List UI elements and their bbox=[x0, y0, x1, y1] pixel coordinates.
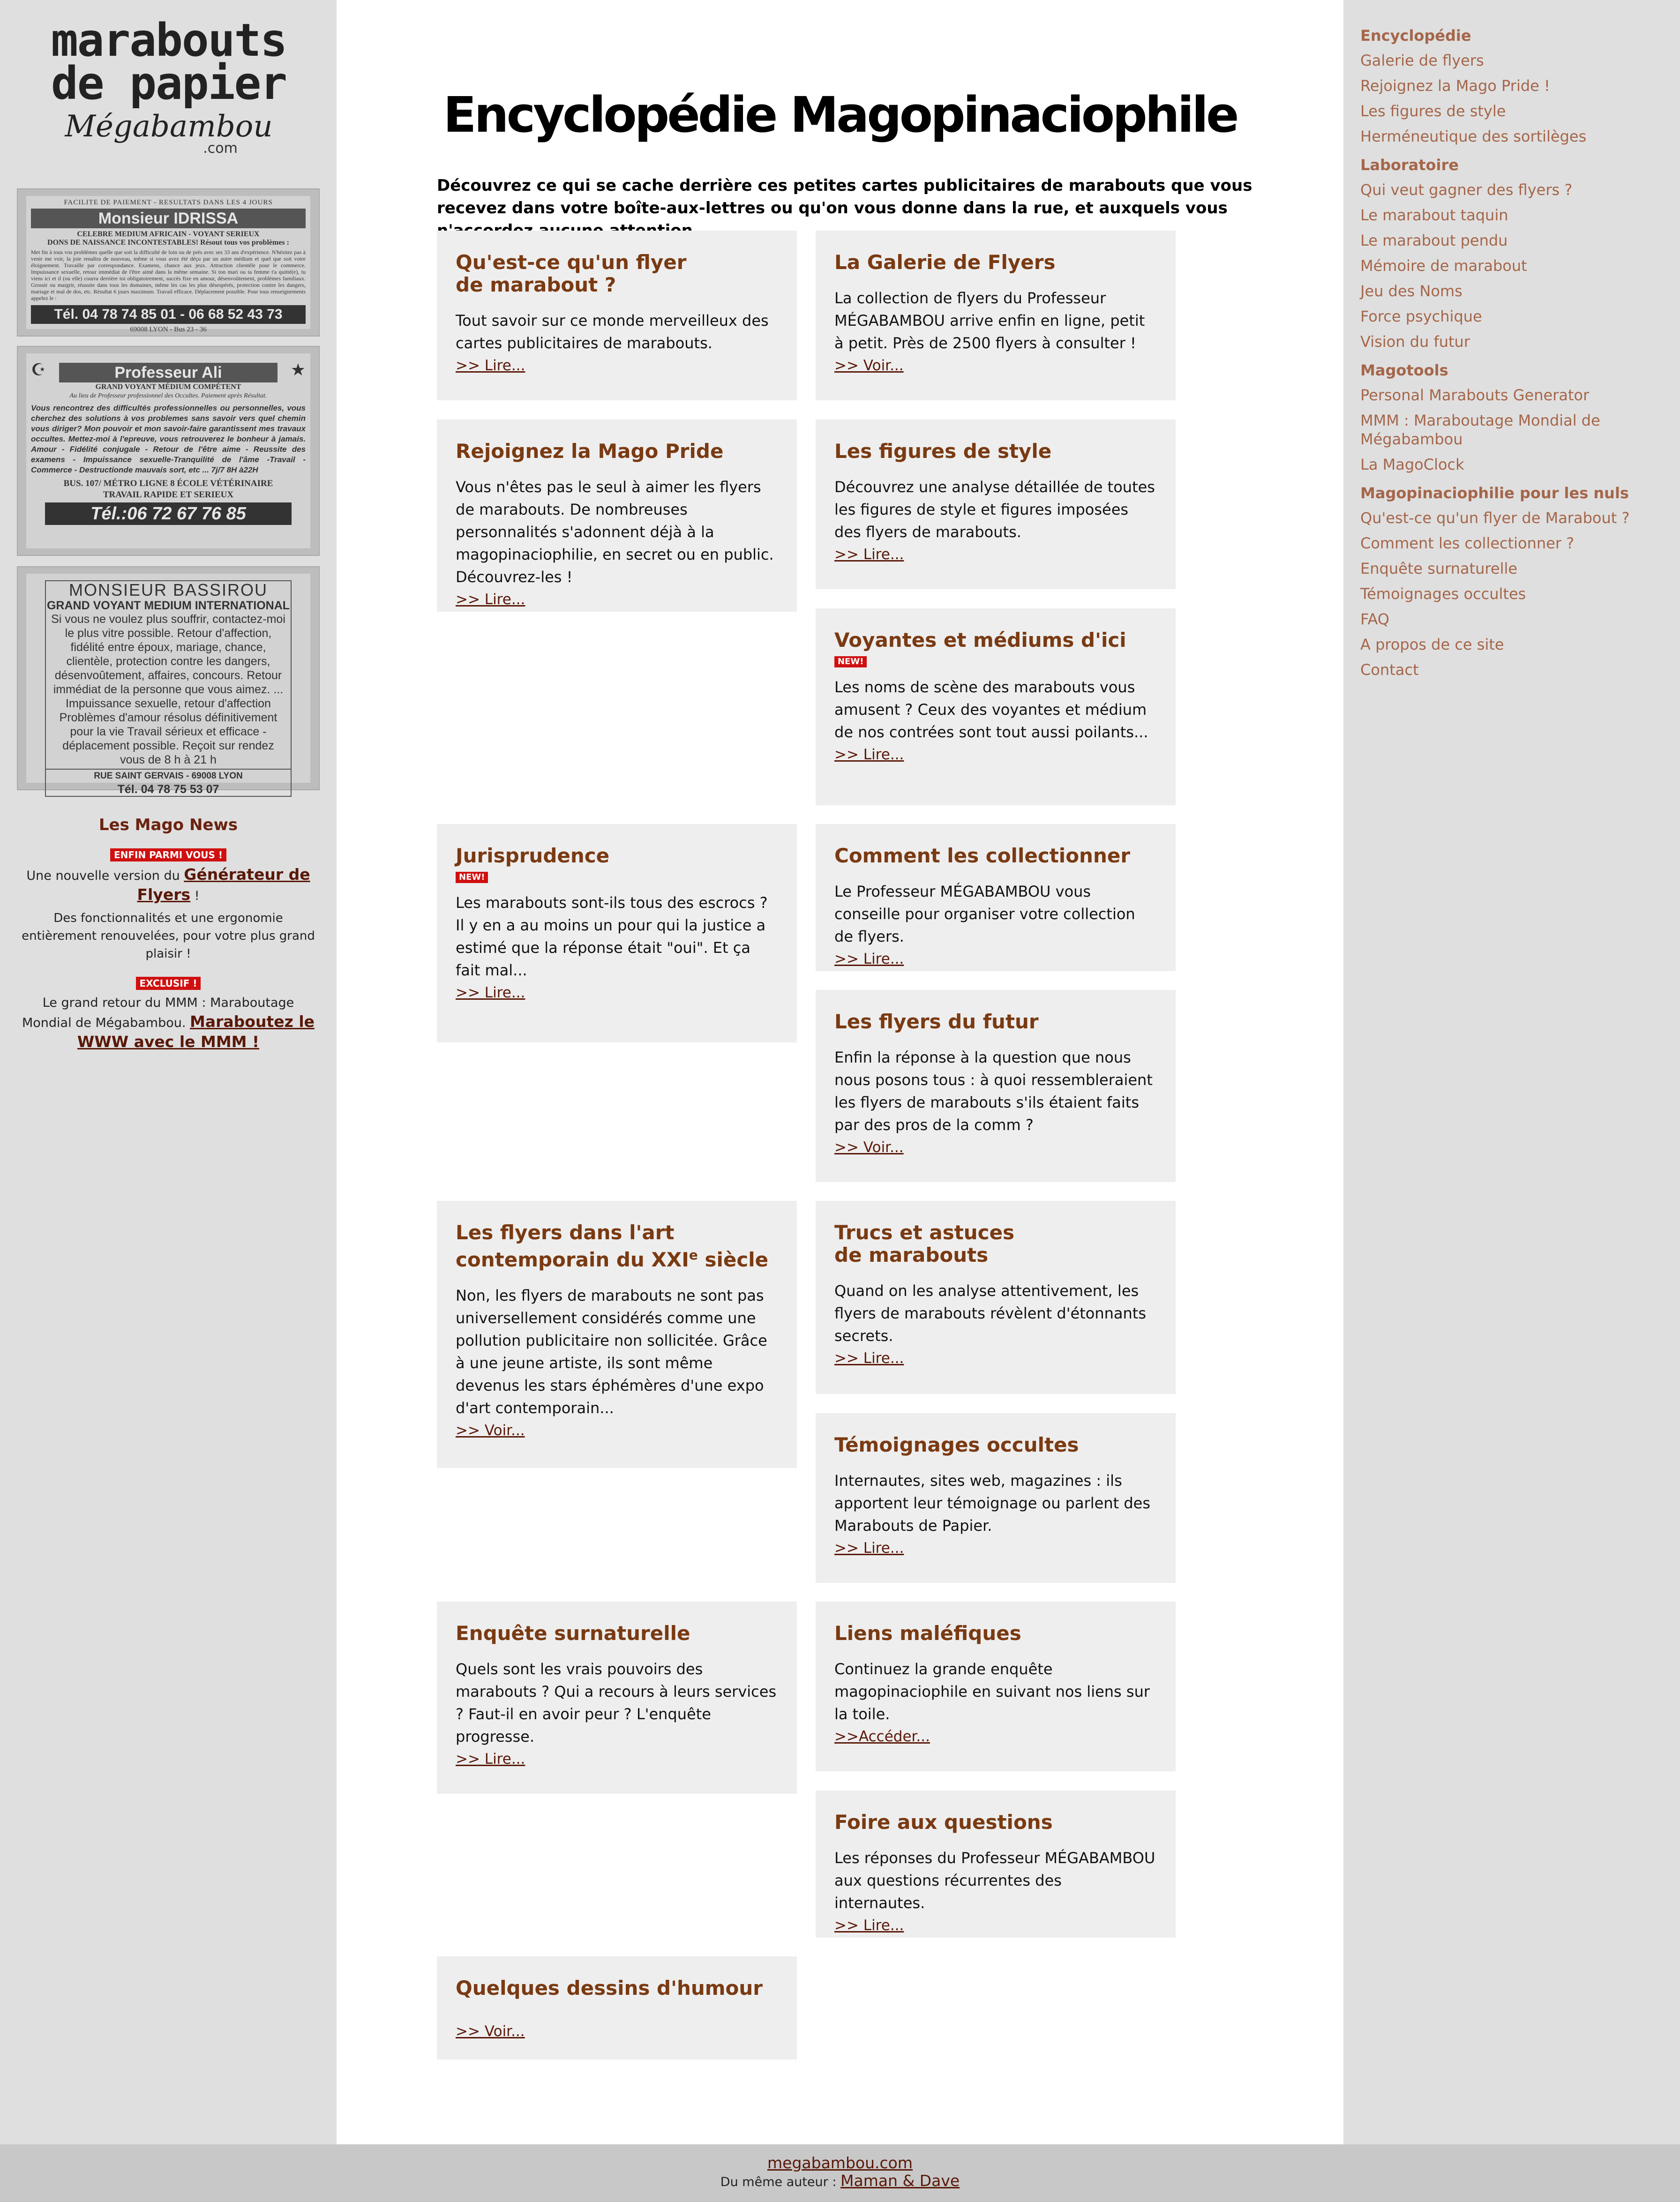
flyer-phone: Tél.:06 72 67 76 85 bbox=[45, 502, 292, 525]
card-title: La Galerie de Flyers bbox=[834, 251, 1056, 274]
crescent-icon: ☪ bbox=[31, 360, 46, 379]
flyer-body: Met fin à tous vos problèmes quelle que soit la difficulté de loin ou de près avec ses 33 ans d'expérience. N'hésitez pas à venir me voir, la joie renaîtra de nouveau, même si vous avez été déçu par un autre médium et quel que soit votre éloignement. Travaille par correspondance. Examens, chance aux jeux. Attraction clientèle pour le commerce. Impuissance sexuelle, retour immédiat de l'être aimé dans la même semaine. Si ton mari ou ta femme t'a quitté(e), tu viens ici et il (ou elle) courra derrière toi obligatoirement, succès fixe en amour, désenvoûtement, problèmes familiaux. Grossir ou maigrir, réussite dans tous les domaines, même les cas les plus désespérés, protection contre les dangers, mariage et mal de dos, etc. Résultat 6 jours maximum. Travail efficace. Déplacement possible. Pour tous renseignements appelez le : bbox=[31, 249, 306, 301]
card-link[interactable]: >>Accéder... bbox=[834, 1728, 930, 1745]
card-title: Les figures de style bbox=[834, 440, 1052, 463]
card-flyer-definition bbox=[437, 231, 797, 400]
logo-signature: Mégabambou bbox=[65, 109, 273, 144]
card-text: Les noms de scène des marabouts vous amusent ? Ceux des voyantes et médium de nos contrées sont tout aussi poilants... bbox=[834, 678, 1148, 741]
card-future-flyers bbox=[816, 990, 1176, 1182]
card-title: Quelques dessins d'humour bbox=[456, 1977, 763, 2000]
flyer-image-bassirou[interactable] bbox=[17, 566, 320, 796]
nav-item-force-psychique[interactable]: Force psychique bbox=[1360, 307, 1482, 325]
page-footer bbox=[0, 2144, 1680, 2202]
card-links bbox=[816, 1602, 1176, 1771]
card-link[interactable]: >> Lire... bbox=[834, 951, 904, 967]
flyer-subtitle: GRAND VOYANT MÉDIUM COMPÉTENT bbox=[95, 383, 241, 391]
card-link[interactable]: >> Lire... bbox=[834, 546, 904, 563]
card-title: Jurisprudence bbox=[456, 844, 610, 867]
new-badge: NEW! bbox=[834, 656, 867, 667]
card-title-sup: e bbox=[689, 1247, 698, 1263]
nav-item-vision-futur[interactable]: Vision du futur bbox=[1360, 333, 1470, 351]
card-jurisprudence bbox=[437, 824, 797, 1042]
mago-news bbox=[17, 816, 320, 1053]
mmm-link[interactable]: Maraboutez le WWW avec le MMM ! bbox=[77, 1012, 315, 1051]
card-text: Les marabouts sont-ils tous des escrocs ? Il y en a au moins un pour qui la justice a estimé que la réponse était "oui". Et ça fait mal... bbox=[456, 894, 768, 979]
flyer-image-idrissa[interactable] bbox=[17, 188, 320, 337]
flyer-name: Monsieur IDRISSA bbox=[31, 209, 306, 228]
card-contemporary-art bbox=[437, 1201, 797, 1468]
card-humour-drawings bbox=[437, 1956, 797, 2060]
card-link[interactable]: >> Lire... bbox=[456, 1751, 525, 1768]
flyer-phone: Tél. 04 78 74 85 01 - 06 68 52 43 73 bbox=[31, 305, 306, 324]
left-sidebar bbox=[0, 0, 337, 2144]
flyer-subtitle-2: DONS DE NAISSANCE INCONTESTABLES! Résout tous vos problèmes : bbox=[47, 239, 289, 247]
card-text: Continuez la grande enquête magopinaciophile en suivant nos liens sur la toile. bbox=[834, 1660, 1150, 1723]
nav-item-hermeneutique[interactable]: Herméneutique des sortilèges bbox=[1360, 127, 1587, 145]
card-faq bbox=[816, 1790, 1176, 1938]
card-style-figures bbox=[816, 419, 1176, 589]
nav-item-mmm[interactable]: MMM : Maraboutage Mondial de Mégabambou bbox=[1360, 412, 1600, 448]
card-text: Non, les flyers de marabouts ne sont pas universellement considérés comme une pollution publicitaire non sollicitée. Grâce à une jeune artiste, ils sont même devenus les stars éphémères d'une expo d'art contemporain... bbox=[456, 1287, 767, 1417]
nav-item-quest-ce[interactable]: Qu'est-ce qu'un flyer de Marabout ? bbox=[1360, 509, 1630, 527]
nav-item-marabout-pendu[interactable]: Le marabout pendu bbox=[1360, 232, 1508, 249]
news-text: Une nouvelle version du bbox=[26, 869, 180, 883]
nav-item-collectionner[interactable]: Comment les collectionner ? bbox=[1360, 534, 1575, 552]
footer-author-label: Du même auteur : bbox=[720, 2175, 837, 2189]
logo-line-1: marabouts bbox=[51, 14, 287, 67]
card-link[interactable]: >> Lire... bbox=[834, 746, 904, 763]
card-text: Enfin la réponse à la question que nous nous posons tous : à quoi ressembleraient les flyers de marabouts s'ils étaient faits par des pros de la comm ? bbox=[834, 1049, 1153, 1134]
nav-heading-magotools[interactable]: Magotools bbox=[1360, 361, 1448, 379]
nav-item-magoclock[interactable]: La MagoClock bbox=[1360, 456, 1464, 473]
footer-author-link[interactable]: Maman & Dave bbox=[840, 2172, 960, 2190]
card-text: Quels sont les vrais pouvoirs des marabouts ? Qui a recours à leurs services ? Faut-il en avoir peur ? L'enquête progresse. bbox=[456, 1660, 777, 1745]
card-title: Liens maléfiques bbox=[834, 1622, 1021, 1645]
flyer-body: Si vous ne voulez plus souffrir, contactez-moi le plus vitre possible. Retour d'affection, fidélité entre époux, mariage, chance, clientèle, protection contre les dangers, désenvoûtement, affaires, concours. Retour immédiat de la personne que vous aimez. ... Impuissance sexuelle, retour d'affection Problèmes d'amour résolus définitivement pour la vie Travail sérieux et efficace - déplacement possible. Reçoit sur rendez vous de 8 h à 21 h bbox=[51, 613, 285, 766]
card-link[interactable]: >> Lire... bbox=[456, 984, 525, 1001]
card-text: Vous n'êtes pas le seul à aimer les flyers de marabouts. De nombreuses personnalités s'adonnent déjà à la magopinaciophilie, en secret ou en public. Découvrez-les ! bbox=[456, 478, 774, 586]
page-intro: Découvrez ce qui se cache derrière ces petites cartes publicitaires de marabouts que vous recevez dans votre boîte-aux-lettres ou qu'on vous donne dans la rue, et auxquels vous bbox=[437, 176, 1252, 217]
flyer-subtitle-2: Au lieu de Professeur professionnel des Occultes. Paiement après Résultat. bbox=[69, 392, 267, 399]
flyer-slogan: TRAVAIL RAPIDE ET SERIEUX bbox=[103, 490, 234, 500]
nav-item-contact[interactable]: Contact bbox=[1360, 661, 1419, 679]
nav-item-memoire[interactable]: Mémoire de marabout bbox=[1360, 257, 1527, 275]
card-mago-pride bbox=[437, 419, 797, 612]
nav-item-figures-style[interactable]: Les figures de style bbox=[1360, 102, 1506, 120]
card-testimonials bbox=[816, 1413, 1176, 1583]
flyer-name: Professeur Ali bbox=[59, 363, 278, 382]
card-text: Tout savoir sur ce monde merveilleux des cartes publicitaires de marabouts. bbox=[456, 312, 769, 352]
news-title: Les Mago News bbox=[98, 816, 238, 834]
card-text: Quand on les analyse attentivement, les flyers de marabouts révèlent d'étonnants secrets. bbox=[834, 1282, 1146, 1345]
flyer-phone: Tél. 04 78 75 53 07 bbox=[117, 783, 219, 796]
flyer-generator-link[interactable]: Générateur de Flyers bbox=[137, 865, 310, 904]
nav-item-gagner-flyers[interactable]: Qui veut gagner des flyers ? bbox=[1360, 181, 1573, 199]
card-title: Témoignages occultes bbox=[834, 1433, 1079, 1456]
card-local-psychics bbox=[816, 608, 1176, 805]
news-item-2 bbox=[17, 994, 320, 1053]
flyer-image-ali[interactable] bbox=[17, 346, 320, 556]
nav-heading-encyclopedie[interactable]: Encyclopédie bbox=[1360, 27, 1471, 45]
card-link[interactable]: >> Voir... bbox=[834, 1139, 904, 1156]
card-text: La collection de flyers du Professeur MÉGABAMBOU arrive enfin en ligne, petit à petit. Près de 2500 flyers à consulter ! bbox=[834, 289, 1145, 352]
card-collecting bbox=[816, 824, 1176, 971]
new-badge: NEW! bbox=[456, 872, 488, 883]
nav-item-pmg[interactable]: Personal Marabouts Generator bbox=[1360, 386, 1590, 404]
flyer-address: 69008 LYON - Bus 23 - 36 bbox=[130, 326, 207, 333]
card-title bbox=[456, 1221, 778, 1271]
card-title: Trucs et astuces de marabouts bbox=[834, 1221, 1015, 1266]
nav-heading-laboratoire[interactable]: Laboratoire bbox=[1360, 156, 1459, 174]
card-link[interactable]: >> Lire... bbox=[834, 1917, 904, 1934]
nav-item-enquete[interactable]: Enquête surnaturelle bbox=[1360, 560, 1518, 577]
main-content bbox=[337, 0, 1343, 2144]
card-gallery bbox=[816, 231, 1176, 400]
nav-item-temoignages[interactable]: Témoignages occultes bbox=[1360, 585, 1526, 603]
site-logo[interactable] bbox=[42, 14, 295, 157]
card-link[interactable]: >> Lire... bbox=[456, 357, 525, 374]
news-badge: ENFIN PARMI VOUS ! bbox=[110, 848, 226, 861]
news-text: Des fonctionnalités et une ergonomie entièrement renouvelées, pour votre plus grand plaisir ! bbox=[22, 911, 315, 961]
card-link[interactable]: >> Lire... bbox=[834, 1540, 904, 1557]
card-title: Comment les collectionner bbox=[834, 844, 1131, 867]
card-title: Foire aux questions bbox=[834, 1811, 1053, 1834]
flyer-name: MONSIEUR BASSIROU bbox=[68, 580, 268, 599]
nav-item-jeu-noms[interactable]: Jeu des Noms bbox=[1360, 282, 1462, 300]
card-link[interactable]: >> Voir... bbox=[456, 2023, 525, 2040]
right-sidebar bbox=[1343, 0, 1680, 2144]
nav-item-a-propos[interactable]: A propos de ce site bbox=[1360, 636, 1504, 653]
card-text: Les réponses du Professeur MÉGABAMBOU aux questions récurrentes des internautes. bbox=[834, 1849, 1155, 1912]
news-text: ! bbox=[194, 889, 200, 903]
news-item-1 bbox=[17, 865, 320, 906]
nav-item-marabout-taquin[interactable]: Le marabout taquin bbox=[1360, 206, 1508, 224]
flyer-address: RUE SAINT GERVAIS - 69008 LYON bbox=[46, 769, 291, 783]
site-navigation bbox=[1360, 23, 1660, 682]
flyer-subtitle: CELEBRE MEDIUM AFRICAIN - VOYANT SERIEUX bbox=[77, 230, 260, 238]
card-investigation bbox=[437, 1602, 797, 1794]
nav-item-galerie[interactable]: Galerie de flyers bbox=[1360, 52, 1484, 69]
flyer-transport: BUS. 107/ MÉTRO LIGNE 8 ÉCOLE VÉTÉRINAIRE bbox=[63, 479, 273, 488]
footer-author bbox=[0, 2172, 1680, 2191]
card-text: Le Professeur MÉGABAMBOU vous conseille pour organiser votre collection de flyers. bbox=[834, 883, 1135, 945]
footer-site-link[interactable]: megabambou.com bbox=[767, 2154, 913, 2172]
card-title-part: siècle bbox=[698, 1248, 769, 1271]
flyer-subtitle: GRAND VOYANT MEDIUM INTERNATIONAL bbox=[46, 599, 290, 612]
card-link[interactable]: >> Voir... bbox=[456, 1422, 525, 1439]
star-icon: ★ bbox=[290, 360, 306, 379]
nav-heading-nuls[interactable]: Magopinaciophilie pour les nuls bbox=[1360, 484, 1629, 502]
news-text: Le grand retour du MMM : Maraboutage Mondial de Mégabambou. bbox=[22, 996, 294, 1030]
logo-dotcom: .com bbox=[203, 140, 238, 157]
card-title: Qu'est-ce qu'un flyer de marabout ? bbox=[456, 251, 687, 296]
card-tricks bbox=[816, 1201, 1176, 1394]
flyer-tagline: FACILITE DE PAIEMENT - RESULTATS DANS LES 4 JOURS bbox=[64, 199, 273, 206]
card-title: Les flyers du futur bbox=[834, 1010, 1039, 1033]
nav-item-faq[interactable]: FAQ bbox=[1360, 610, 1389, 628]
card-text: Découvrez une analyse détaillée de toutes les figures de style et figures imposées des flyers de marabouts. bbox=[834, 478, 1155, 541]
nav-item-mago-pride[interactable]: Rejoignez la Mago Pride ! bbox=[1360, 77, 1550, 95]
news-badge: EXCLUSIF ! bbox=[136, 977, 201, 990]
flyer-body: Vous rencontrez des difficultés professionnelles ou personnelles, vous cherchez des solutions à vos problemes sans savoir vers quel chemin vous diriger? Mon pouvoir et mon savoir-faire garantissent mes travaux occultes. Mettez-moi à l'epreuve, vous retrouverez le bonheur à jamais. Amour - Fidélité conjugale - Retour de l'être aime - Reussite des examens - Impuissance sexuelle-Tranquilité de l'âme -Travail - Commerce - Destructionde mauvais sort, etc ... 7j/7 8H à22H bbox=[31, 404, 306, 474]
page-title: Encyclopédie Magopinaciophile bbox=[443, 86, 1237, 143]
card-title: Enquête surnaturelle bbox=[456, 1622, 690, 1645]
card-title: Voyantes et médiums d'ici bbox=[834, 629, 1126, 652]
card-link[interactable]: >> Lire... bbox=[834, 1350, 904, 1367]
card-link[interactable]: >> Lire... bbox=[456, 591, 525, 608]
card-title-part: Les flyers dans l'art contemporain du XXI bbox=[456, 1221, 689, 1271]
card-text: Internautes, sites web, magazines : ils apportent leur témoignage ou parlent des Marabouts de Papier. bbox=[834, 1472, 1150, 1535]
card-title: Rejoignez la Mago Pride bbox=[456, 440, 724, 463]
logo-line-2: de papier bbox=[51, 57, 287, 110]
card-link[interactable]: >> Voir... bbox=[834, 357, 904, 374]
flyer-frame bbox=[45, 580, 292, 797]
